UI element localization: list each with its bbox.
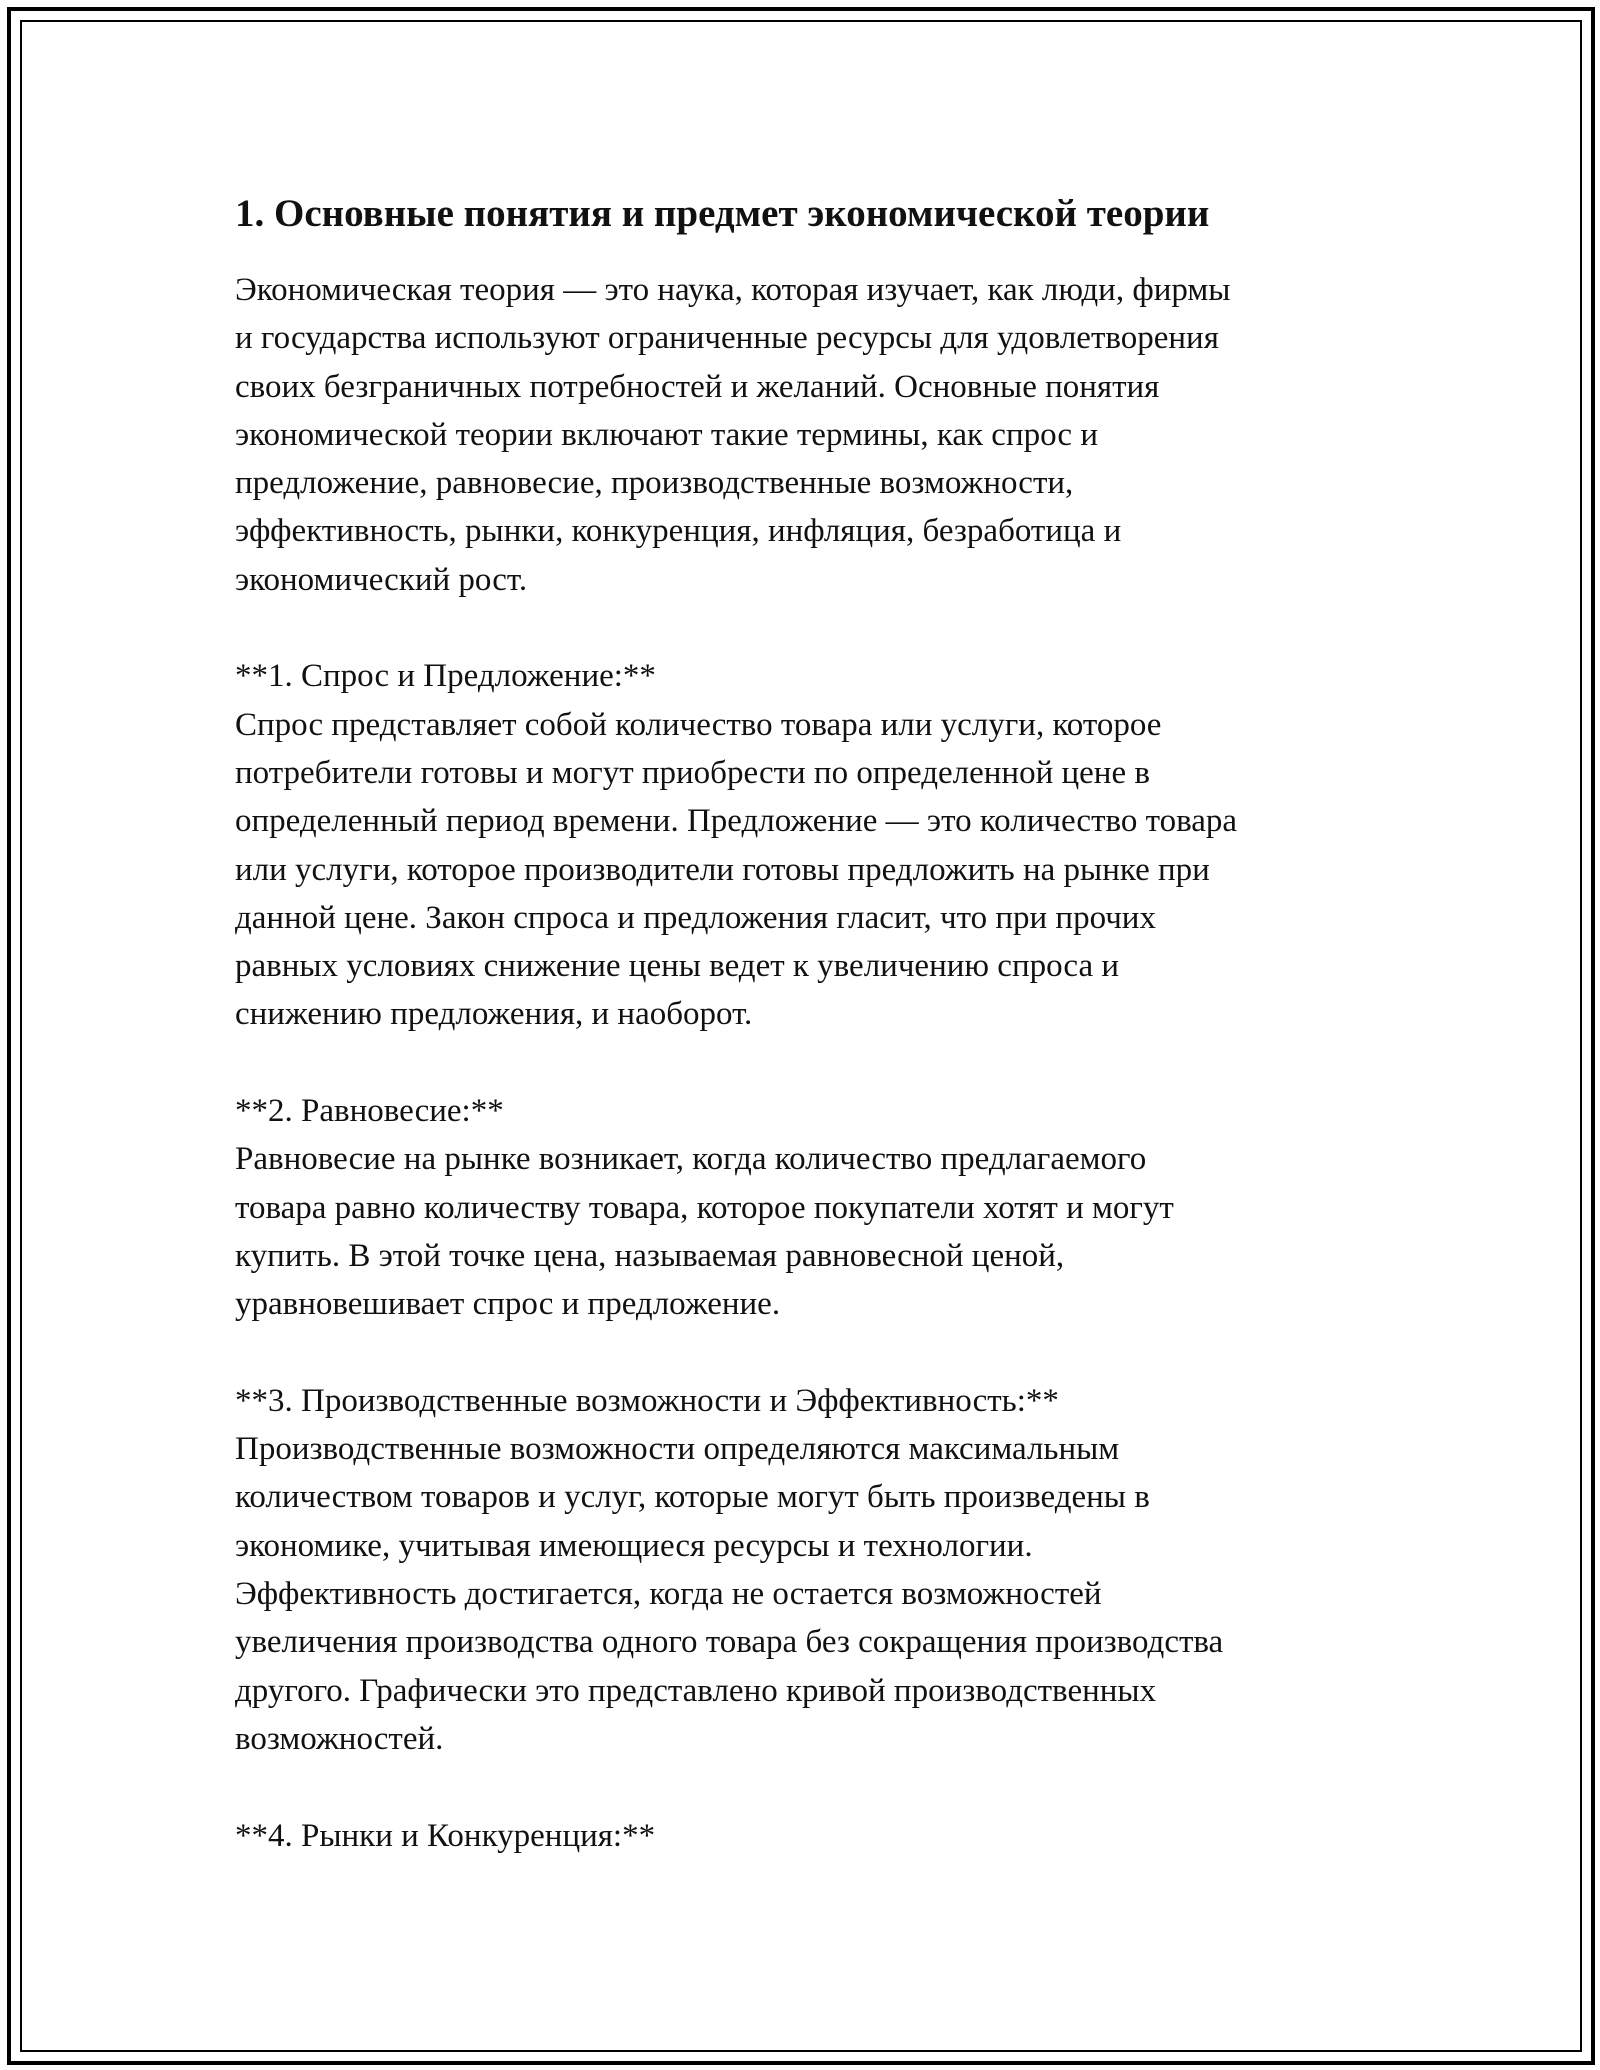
text-line: другого. Графически это представлено кривой производственных <box>235 1672 1157 1709</box>
text-line: определенный период времени. Предложение — это количество товара <box>235 803 1238 840</box>
text-line: или услуги, которое производители готовы предложить на рынке при <box>235 851 1210 888</box>
text-line: Равновесие на рынке возникает, когда количество предлагаемого <box>235 1141 1147 1178</box>
section-supply-demand <box>235 652 1375 1038</box>
section-heading: **4. Рынки и Конкуренция:** <box>235 1817 656 1854</box>
text-line: экономике, учитывая имеющиеся ресурсы и технологии. <box>235 1527 1033 1564</box>
text-line: возможностей. <box>235 1720 444 1757</box>
text-line: Эффективность достигается, когда не остается возможностей <box>235 1576 1102 1613</box>
text-line: эффективность, рынки, конкуренция, инфляция, безработица и <box>235 513 1122 550</box>
text-line: данной цене. Закон спроса и предложения гласит, что при прочих <box>235 899 1156 936</box>
text-line: своих безграничных потребностей и желаний. Основные понятия <box>235 368 1160 405</box>
section-heading: **3. Производственные возможности и Эффективность:** <box>235 1382 1059 1419</box>
text-line: уравновешивает спрос и предложение. <box>235 1286 781 1323</box>
text-line: равных условиях снижение цены ведет к увеличению спроса и <box>235 948 1120 985</box>
text-line: предложение, равновесие, производственные возможности, <box>235 465 1074 502</box>
text-line: экономической теории включают такие термины, как спрос и <box>235 416 1098 453</box>
text-line: и государства используют ограниченные ресурсы для удовлетворения <box>235 320 1219 357</box>
text-line: увеличения производства одного товара без сокращения производства <box>235 1624 1224 1661</box>
text-line: купить. В этой точке цена, называемая равновесной ценой, <box>235 1237 1065 1274</box>
section-paragraph <box>235 1425 1375 1763</box>
section-production-possibilities <box>235 1377 1375 1763</box>
section-heading: **2. Равновесие:** <box>235 1093 504 1130</box>
text-line: Экономическая теория — это наука, которая изучает, как люди, фирмы <box>235 272 1231 308</box>
text-line: Производственные возможности определяются максимальным <box>235 1431 1120 1468</box>
text-line: товара равно количеству товара, которое покупатели хотят и могут <box>235 1189 1174 1226</box>
section-heading: **1. Спрос и Предложение:** <box>235 658 656 695</box>
section-markets-competition <box>235 1812 1375 1860</box>
text-line: количеством товаров и услуг, которые могут быть произведены в <box>235 1479 1150 1516</box>
document-title: 1. Основные понятия и предмет экономической теории <box>235 192 1210 235</box>
text-line: Спрос представляет собой количество товара или услуги, которое <box>235 706 1162 743</box>
text-line: снижению предложения, и наоборот. <box>235 996 753 1033</box>
section-paragraph <box>235 1135 1375 1328</box>
section-equilibrium <box>235 1087 1375 1328</box>
text-line: потребители готовы и могут приобрести по определенной цене в <box>235 754 1150 791</box>
document-body <box>235 188 1375 1860</box>
section-paragraph <box>235 701 1375 1039</box>
intro-paragraph <box>235 266 1375 604</box>
text-line: экономический рост. <box>235 561 528 598</box>
